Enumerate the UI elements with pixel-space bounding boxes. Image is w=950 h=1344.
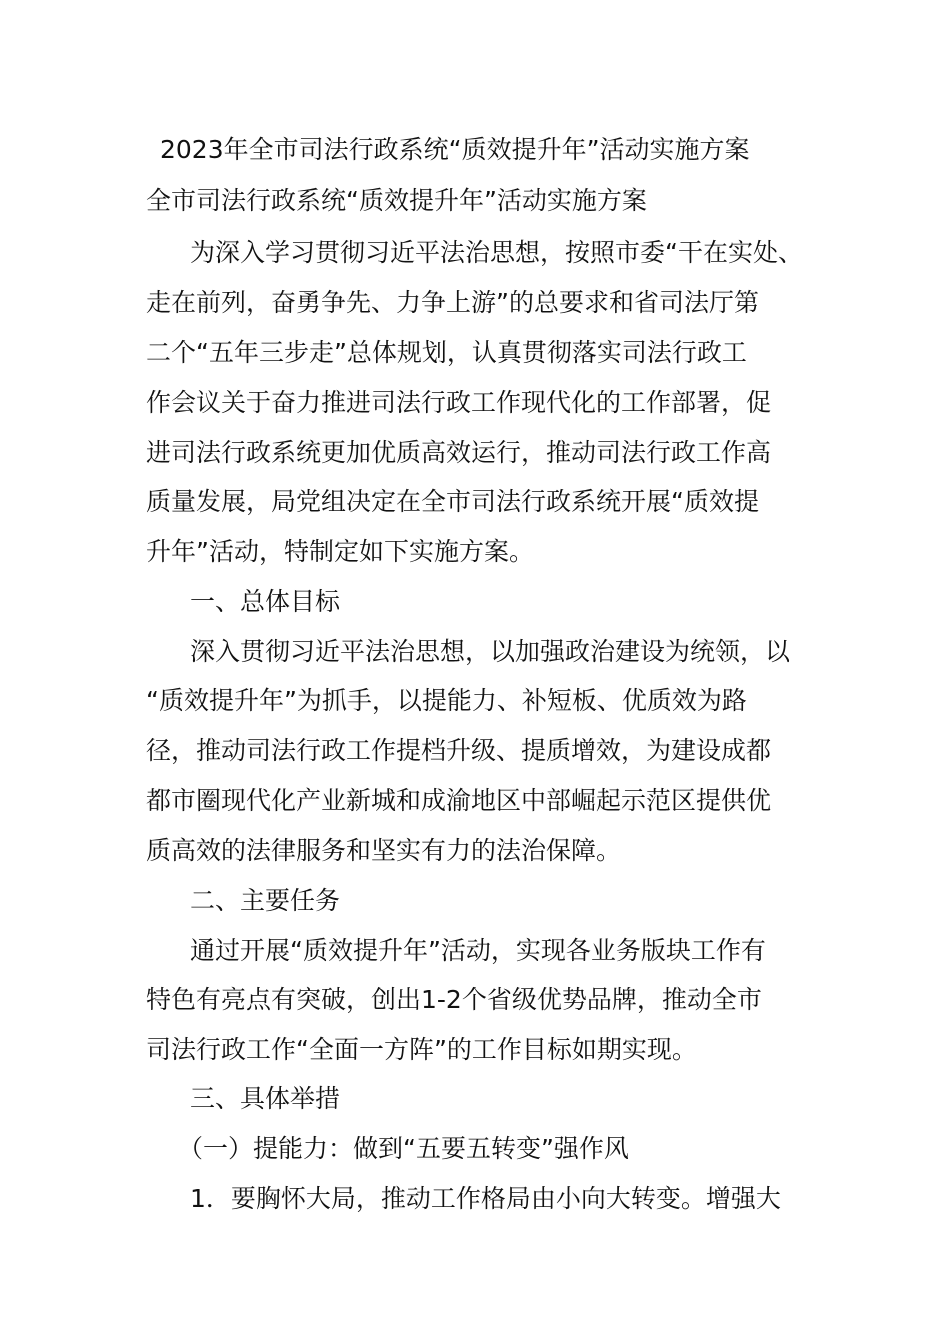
item-line-1: 1．要胸怀大局，推动工作格局由小向大转变。增强大: [190, 1184, 781, 1213]
intro-line-6: 质量发展，局党组决定在全市司法行政系统开展“质效提: [146, 487, 759, 516]
subsection-heading-capability: （一）提能力：做到“五要五转变”强作风: [178, 1134, 629, 1163]
intro-line-7: 升年”活动，特制定如下实施方案。: [146, 537, 534, 566]
intro-line-1: 为深入学习贯彻习近平法治思想，按照市委“干在实处、: [190, 238, 803, 267]
section-heading-goals: 一、总体目标: [190, 587, 341, 616]
section-heading-tasks: 二、主要任务: [190, 886, 341, 915]
goals-line-4: 都市圈现代化产业新城和成渝地区中部崛起示范区提供优: [146, 786, 772, 815]
document-title: 2023年全市司法行政系统“质效提升年”活动实施方案: [160, 135, 750, 164]
tasks-line-3: 司法行政工作“全面一方阵”的工作目标如期实现。: [146, 1035, 697, 1064]
intro-line-5: 进司法行政系统更加优质高效运行，推动司法行政工作高: [146, 438, 772, 467]
section-heading-measures: 三、具体举措: [190, 1084, 341, 1113]
tasks-line-2: 特色有亮点有突破，创出1-2个省级优势品牌，推动全市: [146, 985, 762, 1014]
intro-line-2: 走在前列，奋勇争先、力争上游”的总要求和省司法厅第: [146, 288, 759, 317]
document-subtitle: 全市司法行政系统“质效提升年”活动实施方案: [146, 186, 647, 215]
goals-line-3: 径，推动司法行政工作提档升级、提质增效，为建设成都: [146, 736, 772, 765]
goals-line-5: 质高效的法律服务和坚实有力的法治保障。: [146, 836, 622, 865]
tasks-line-1: 通过开展“质效提升年”活动，实现各业务版块工作有: [190, 936, 766, 965]
intro-line-3: 二个“五年三步走”总体规划，认真贯彻落实司法行政工: [146, 338, 747, 367]
goals-line-1: 深入贯彻习近平法治思想，以加强政治建设为统领，以: [190, 637, 791, 666]
intro-line-4: 作会议关于奋力推进司法行政工作现代化的工作部署，促: [146, 388, 772, 417]
goals-line-2: “质效提升年”为抓手，以提能力、补短板、优质效为路: [146, 686, 747, 715]
